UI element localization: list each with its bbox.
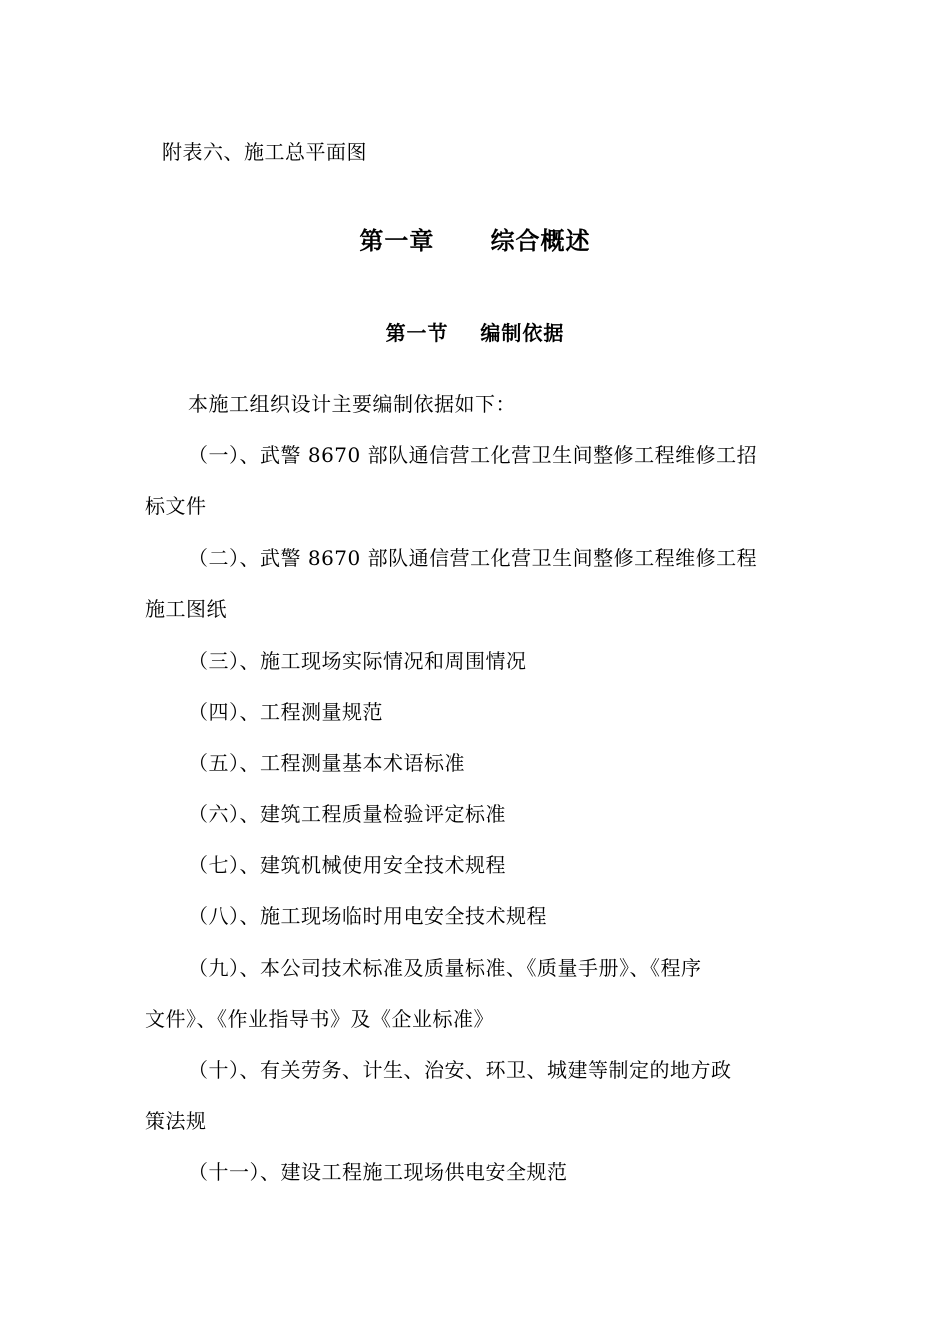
basis-item-5: （五）、工程测量基本术语标准 (188, 751, 465, 775)
basis-item-2-continuation: 施工图纸 (145, 597, 227, 621)
basis-item-8: （八）、施工现场临时用电安全技术规程 (188, 904, 547, 928)
basis-item-10-continuation: 策法规 (145, 1109, 207, 1133)
basis-item-9-continuation: 文件》、《作业指导书》及《企业标准》 (145, 1007, 494, 1031)
basis-item-3: （三）、施工现场实际情况和周围情况 (188, 649, 527, 673)
basis-item-1-continuation: 标文件 (145, 494, 207, 518)
basis-item-4: （四）、工程测量规范 (188, 700, 383, 724)
basis-item-11: （十一）、建设工程施工现场供电安全规范 (188, 1160, 568, 1184)
basis-item-1: （一）、武警 8670 部队通信营工化营卫生间整修工程维修工招 (188, 443, 758, 467)
basis-item-6: （六）、建筑工程质量检验评定标准 (188, 802, 506, 826)
appendix-line: 附表六、施工总平面图 (162, 140, 367, 164)
basis-item-7: （七）、建筑机械使用安全技术规程 (188, 853, 506, 877)
basis-item-2: （二）、武警 8670 部队通信营工化营卫生间整修工程维修工程 (188, 546, 758, 570)
section-title: 第一节 编制依据 (385, 321, 565, 345)
basis-item-9: （九）、本公司技术标准及质量标准、《质量手册》、《程序 (188, 956, 702, 980)
chapter-title: 第一章 综合概述 (359, 226, 591, 255)
basis-item-10: （十）、有关劳务、计生、治安、环卫、城建等制定的地方政 (188, 1058, 732, 1082)
intro-paragraph: 本施工组织设计主要编制依据如下： (188, 392, 516, 416)
